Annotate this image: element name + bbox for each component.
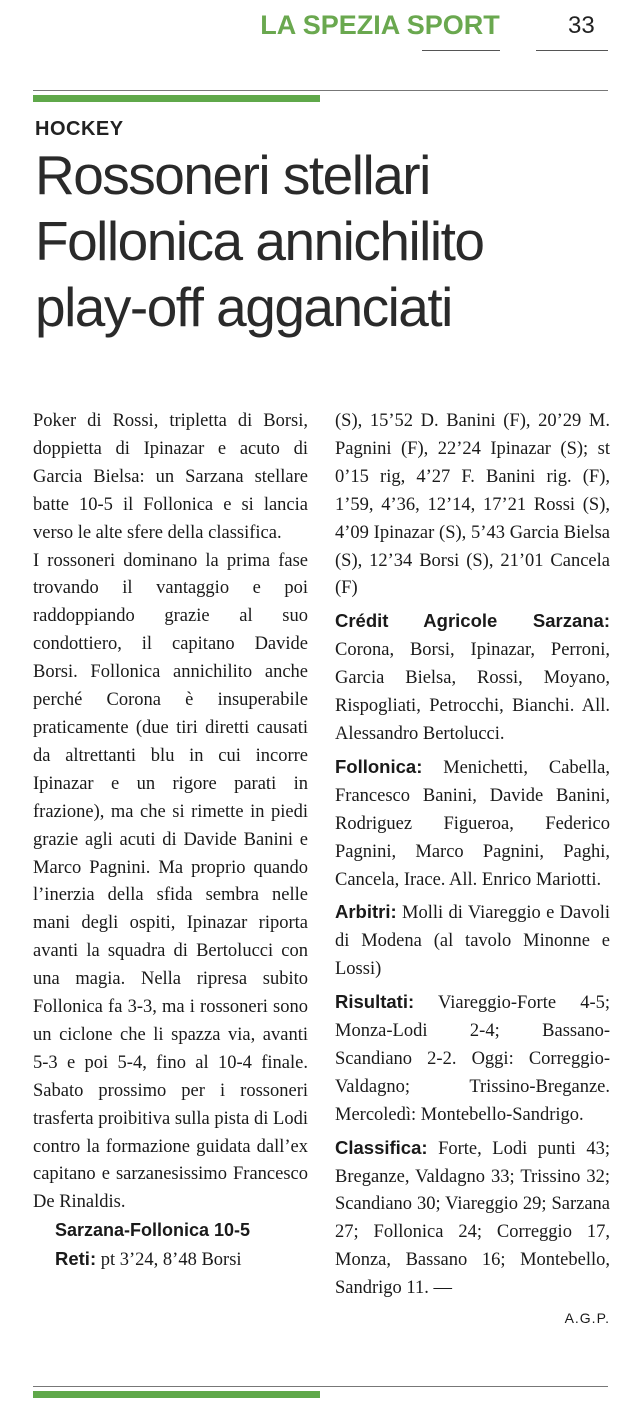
reti-first-line: pt 3’24, 8’48 Borsi [100, 1250, 242, 1271]
headline-line: Rossoneri stellari [35, 144, 430, 206]
results [335, 988, 610, 1130]
lineup-sarzana [335, 607, 610, 749]
match-result: Sarzana-Follonica 10-5 [55, 1220, 251, 1241]
bottom-accent-bar [33, 1391, 320, 1398]
reti-label: Reti: [55, 1248, 97, 1270]
section-title: LA SPEZIA SPORT [260, 10, 500, 40]
reti-start [33, 1245, 308, 1275]
bottom-rule [33, 1386, 608, 1387]
top-accent-bar [33, 95, 320, 102]
section-text: Forte, Lodi punti 43; Breganze, Valdagno 33; Trissino 32; Scandiano 30; Viareggio 29; Sarzana 27; Follonica 24; Correggio 17, Monza, Bassano 16; Montebello, Sandrigo 11. — [335, 1138, 610, 1299]
page-number: 33 [568, 12, 595, 39]
lead-paragraph: Poker di Rossi, tripletta di Borsi, doppietta di Ipinazar e acuto di Garcia Bielsa: un Sarzana stellare batte 10-5 il Follonica e si lancia verso le alte sfere della classifica. [33, 411, 308, 543]
section-text: Corona, Borsi, Ipinazar, Perroni, Garcia Bielsa, Rossi, Moyano, Rispogliati, Petrocchi, Bianchi. All. Alessandro Bertolucci. [335, 640, 610, 744]
article-kicker: HOCKEY [35, 118, 124, 140]
article-headline [35, 142, 615, 340]
body-paragraph: I rossoneri dominano la prima fase trovando il vantaggio e poi raddoppiando grazie al suo condottiero, il capitano Davide Borsi. Follonica annichilito anche perché Corona è insuperabile praticamente (due tiri diretti causati da altrettanti blu in cui incorre Ipinazar e un rigore parati in frazione), ma che si rimette in piedi grazie agli acuti di Davide Banini e Marco Pagnini. Ma proprio quando l’inerzia della sfida sembra nelle mani degli ospiti, Ipinazar riporta avanti la squadra di Bertolucci con una magia. Nella ripresa subito Follonica fa 3-3, ma i rossoneri sono un ciclone che li spazza via, avanti 5-3 e poi 5-4, fino al 10-4 finale. Sabato prossimo per i rossoneri trasferta proibitiva sulla pista di Lodi contro la formazione guidata dall’ex capitano e sarzanesissimo Francesco De Rinaldis. [33, 550, 308, 1213]
section-label: Crédit Agricole Sarzana: [335, 610, 610, 632]
referees [335, 898, 610, 984]
section-text: Viareggio-Forte 4-5; Monza-Lodi 2-4; Bassano-Scandiano 2-2. Oggi: Correggio-Valdagno; Trissino-Breganze. Mercoledì: Montebello-Sandrigo. [335, 993, 610, 1125]
section-label: Risultati: [335, 991, 415, 1013]
section-label: Classifica: [335, 1136, 428, 1158]
standings [335, 1134, 610, 1303]
reti-text: (S), 15’52 D. Banini (F), 20’29 M. Pagnini (F), 22’24 Ipinazar (S); st 0’15 rig, 4’27 F. Banini rig. (F), 1’59, 4’36, 12’14, 17’21 Rossi (S), 4’09 Ipinazar (S), 5’43 Garcia Bielsa (S), 12’34 Borsi (S), 21’01 Cancela (F) [335, 411, 610, 599]
article-column-left [33, 408, 308, 1275]
top-rule [33, 90, 608, 91]
section-label: Arbitri: [335, 901, 397, 923]
section-label: Follonica: [335, 755, 423, 777]
author-byline: A.G.P. [564, 1310, 610, 1327]
headline-line: play-off agganciati [35, 276, 452, 338]
section-text: Menichetti, Cabella, Francesco Banini, Davide Banini, Rodriguez Figueroa, Federico Pagnini, Marco Pagnini, Paghi, Cancela, Irace. All. Enrico Mariotti. [335, 757, 610, 890]
header-divider [536, 50, 608, 51]
header-divider [422, 50, 500, 51]
lineup-follonica [335, 753, 610, 895]
section-text: Molli di Viareggio e Davoli di Modena (al tavolo Minonne e Lossi) [335, 903, 610, 980]
headline-line: Follonica annichilito [35, 210, 484, 272]
article-column-right [335, 408, 610, 1333]
